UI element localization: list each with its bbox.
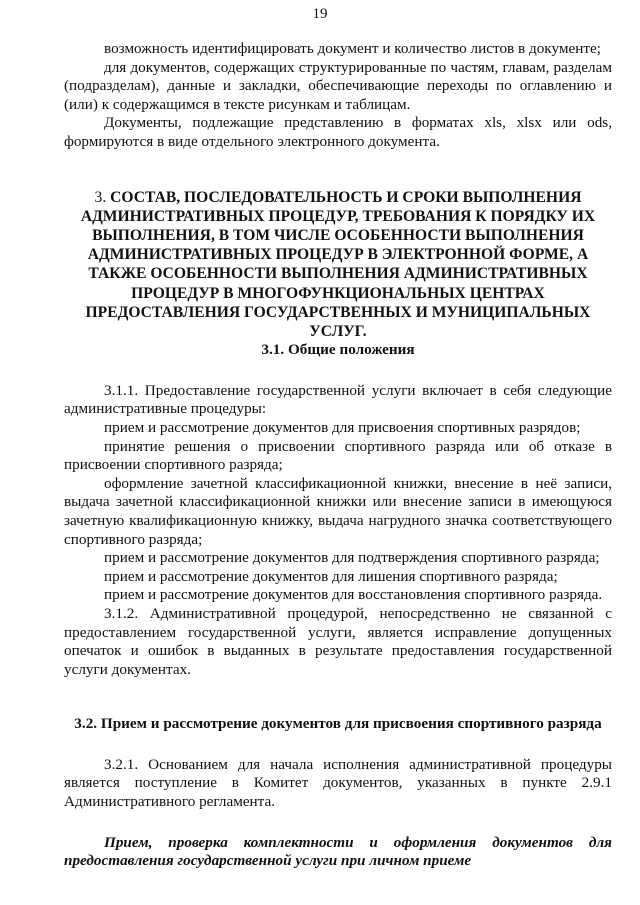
list-item-procedure: оформление зачетной классификационной книжки, внесение в неё записи, выдача зачетной классификационной книжки или внесение записи в имеющуюся зачетную квалификационную книжку, выдача нагрудного значка соответствующего спортивного разряда;	[64, 474, 612, 548]
paragraph-spreadsheet-formats: Документы, подлежащие представлению в форматах xls, xlsx или ods, формируются в виде отдельного электронного документа.	[64, 114, 612, 150]
spacer	[64, 360, 612, 382]
document-body	[64, 40, 612, 871]
section-3-title: СОСТАВ, ПОСЛЕДОВАТЕЛЬНОСТЬ И СРОКИ ВЫПОЛНЕНИЯ АДМИНИСТРАТИВНЫХ ПРОЦЕДУР, ТРЕБОВАНИЯ К ПОРЯДКУ ИХ ВЫПОЛНЕНИЯ, В ТОМ ЧИСЛЕ ОСОБЕННОСТИ ВЫПОЛНЕНИЯ АДМИНИСТРАТИВНЫХ ПРОЦЕДУР В ЭЛЕКТРОННОЙ ФОРМЕ, А ТАКЖЕ ОСОБЕННОСТИ ВЫПОЛНЕНИЯ АДМИНИСТРАТИВНЫХ ПРОЦЕДУР В МНОГОФУНКЦИОНАЛЬНЫХ ЦЕНТРАХ ПРЕДОСТАВЛЕНИЯ ГОСУДАРСТВЕННЫХ И МУНИЦИПАЛЬНЫХ УСЛУГ.	[80, 188, 596, 340]
paragraph-structured-documents: для документов, содержащих структурированные по частям, главам, разделам (подразделам), данные и закладки, обеспечивающие переходы по оглавлению и (или) к содержащимся в тексте рисункам и таблицам.	[64, 58, 612, 113]
subsection-3-1-title: 3.1. Общие положения	[261, 341, 415, 359]
page-number: 19	[312, 6, 328, 22]
list-item-procedure: принятие решения о присвоении спортивного разряда или об отказе в присвоении спортивного разряда;	[64, 437, 612, 474]
paragraph-3-1-1: 3.1.1. Предоставление государственной услуги включает в себя следующие административные процедуры:	[64, 381, 612, 418]
list-item-procedure: прием и рассмотрение документов для присвоения спортивных разрядов;	[104, 418, 581, 436]
subsection-3-2-title: 3.2. Прием и рассмотрение документов для присвоения спортивного разряда	[74, 715, 602, 733]
spacer	[64, 679, 612, 715]
section-3-number: 3.	[94, 188, 107, 206]
italic-heading-personal-reception: Прием, проверка комплектности и оформления документов для предоставления государственной услуги при личном приеме	[64, 833, 612, 870]
list-item-procedure: прием и рассмотрение документов для подтверждения спортивного разряда;	[104, 549, 600, 567]
spacer	[64, 812, 612, 834]
paragraph-identify-document: возможность идентифицировать документ и количество листов в документе;	[104, 40, 601, 57]
list-item-procedure: прием и рассмотрение документов для лишения спортивного разряда;	[104, 567, 558, 585]
spacer	[64, 734, 612, 756]
list-item-procedure: прием и рассмотрение документов для восстановления спортивного разряда.	[104, 586, 603, 604]
section-3-heading	[64, 188, 612, 342]
paragraph-3-1-2: 3.1.2. Административной процедурой, непосредственно не связанной с предоставлением государственной услуги, является исправление допущенных опечаток и ошибок в выданных в результате предоставления государственной услуги документах.	[64, 604, 612, 678]
paragraph-3-2-1: 3.2.1. Основанием для начала исполнения административной процедуры является поступление в Комитет документов, указанных в пункте 2.9.1 Административного регламента.	[64, 755, 612, 811]
spacer	[64, 152, 612, 188]
